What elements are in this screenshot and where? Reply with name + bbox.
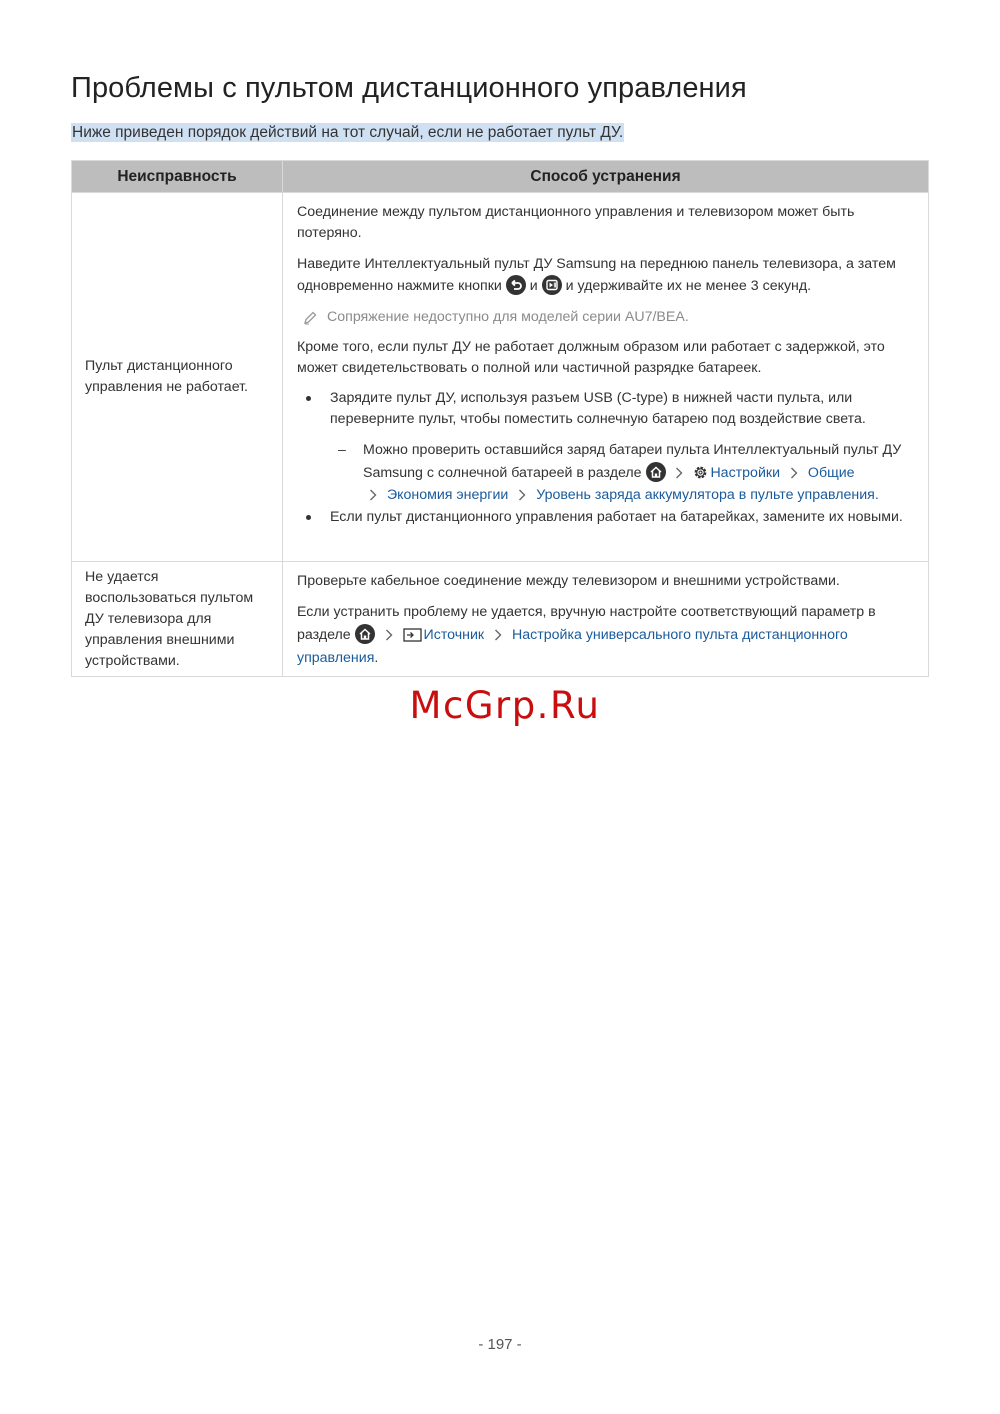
solution-paragraph [297, 253, 914, 297]
home-icon [355, 624, 375, 644]
problem-cell [72, 562, 283, 677]
chevron-right-icon [518, 489, 526, 501]
period: . [874, 487, 879, 503]
intro-highlight: Ниже приведен порядок действий на тот случай, если не работает пульт ДУ. [72, 124, 624, 141]
home-icon [646, 462, 666, 482]
problem-cell [72, 193, 283, 562]
menu-source-link[interactable]: Источник [423, 627, 485, 643]
bullet-list [297, 388, 914, 528]
table-header-row [72, 161, 929, 193]
menu-battery-link[interactable]: Уровень заряда аккумулятора в пульте управления [536, 487, 875, 503]
solution-paragraph: Кроме того, если пульт ДУ не работает должным образом или работает с задержкой, это может свидетельствовать о полной или частичной разрядке батареек. [297, 339, 885, 376]
source-icon [403, 628, 422, 642]
problem-text: Пульт дистанционного управления не работает. [85, 358, 248, 395]
solution-cell [283, 193, 929, 562]
table-row [72, 193, 929, 562]
chevron-right-icon [790, 467, 798, 479]
solution-paragraph: Соединение между пультом дистанционного управления и телевизором может быть потеряно. [297, 204, 855, 241]
table-row [72, 562, 929, 677]
gear-icon [693, 465, 708, 480]
dash-item [297, 439, 914, 507]
bullet-text: Зарядите пульт ДУ, используя разъем USB (C-type) в нижней части пульта, или переверните пульт, чтобы поместить солнечную батарею под воздействие света. [330, 390, 866, 427]
menu-energy-link[interactable]: Экономия энергии [386, 487, 509, 503]
solution-text: Если устранить проблему не удается, вручную настройте соответствующий параметр в разделе [297, 604, 876, 643]
header-problem: Неисправность [72, 161, 283, 193]
menu-general-link[interactable]: Общие [807, 464, 855, 481]
chevron-right-icon [369, 489, 377, 501]
chevron-right-icon [385, 629, 393, 641]
troubleshooting-table [71, 160, 929, 677]
page-title: Проблемы с пультом дистанционного управления [71, 72, 747, 104]
and-text: и [529, 278, 538, 294]
note [297, 307, 914, 328]
solution-text: Наведите Интеллектуальный пульт ДУ Samsung на переднюю панель телевизора, а затем одновременно нажмите кнопки [297, 256, 896, 294]
header-solution: Способ устранения [283, 161, 929, 193]
dash-mark: – [338, 442, 346, 458]
play-pause-button-icon [542, 275, 562, 295]
pencil-icon [303, 311, 317, 325]
watermark: McGrp.Ru [409, 684, 601, 727]
chevron-right-icon [675, 467, 683, 479]
note-text: Сопряжение недоступно для моделей серии AU7/BEA. [327, 309, 689, 325]
chevron-right-icon [494, 629, 502, 641]
menu-universal-remote-link[interactable]: Настройка универсального пульта дистанционного управления [297, 627, 848, 666]
bullet-text: Если пульт дистанционного управления работает на батарейках, замените их новыми. [330, 508, 903, 525]
return-button-icon [506, 275, 526, 295]
solution-text: и удерживайте их не менее 3 секунд. [565, 278, 812, 294]
period: . [374, 650, 379, 666]
page-number: - 197 - [478, 1336, 522, 1353]
list-item [297, 388, 914, 507]
intro-text [71, 124, 624, 142]
solution-paragraph: Проверьте кабельное соединение между телевизором и внешними устройствами. [297, 573, 840, 589]
dash-text: Можно проверить оставшийся заряд батареи пульта Интеллектуальный пульт ДУ Samsung с солнечной батареей в разделе [363, 442, 902, 481]
list-item [297, 507, 914, 528]
menu-settings-link[interactable]: Настройки [710, 464, 781, 481]
problem-text: Не удается воспользоваться пультом ДУ телевизора для управления внешними устройствами. [85, 569, 254, 669]
solution-cell [283, 562, 929, 677]
solution-paragraph [297, 601, 914, 670]
